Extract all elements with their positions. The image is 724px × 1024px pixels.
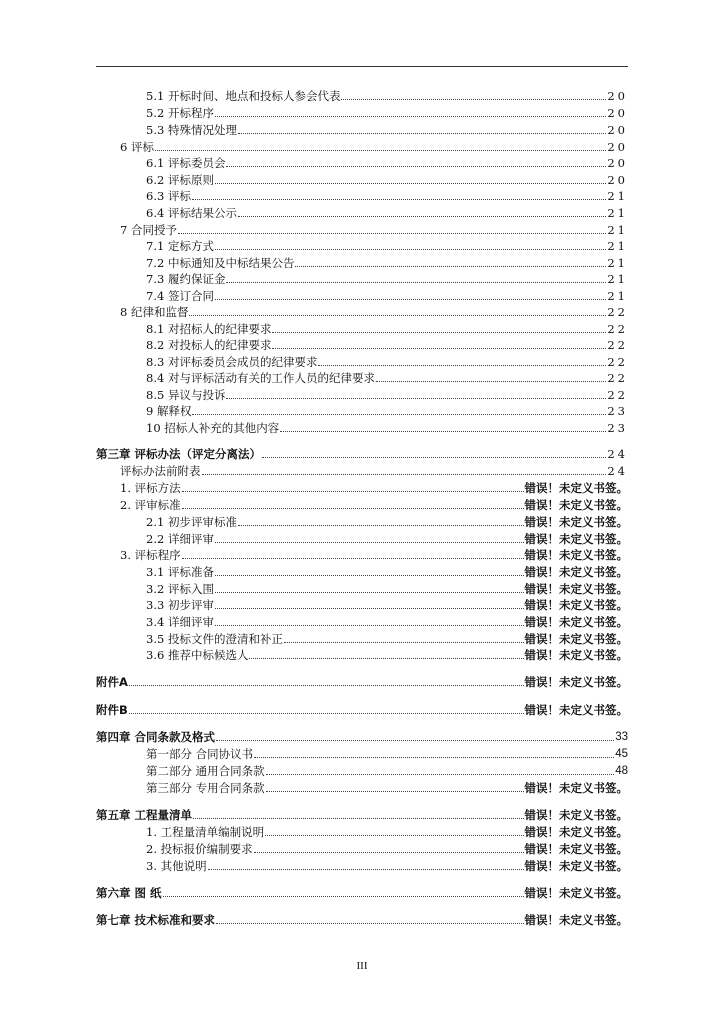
toc-entry-title: 3. 评标程序 xyxy=(120,548,181,562)
toc-entry-page: 22 xyxy=(607,388,628,402)
toc-entry-title: 5.1 开标时间、地点和投标人参会代表 xyxy=(146,89,341,103)
toc-entry-title: 10 招标人补充的其他内容 xyxy=(146,421,280,435)
toc-entry-title: 8.2 对投标人的纪律要求 xyxy=(146,338,272,352)
toc-leader-dots xyxy=(155,150,606,151)
toc-entry-page: 20 xyxy=(607,140,628,154)
toc-leader-dots xyxy=(238,216,606,217)
toc-leader-dots xyxy=(202,474,607,475)
toc-entry-page: 21 xyxy=(607,223,628,237)
toc-entry-title: 8.5 异议与投诉 xyxy=(146,388,226,402)
toc-leader-dots xyxy=(265,835,523,836)
toc-entry-page: 20 xyxy=(607,89,628,103)
toc-entry-title: 6.4 评标结果公示 xyxy=(146,206,237,220)
toc-entry[interactable] xyxy=(146,187,628,203)
toc-entry-page: 23 xyxy=(607,404,628,418)
toc-entry[interactable] xyxy=(96,701,628,717)
toc-leader-dots xyxy=(216,923,523,924)
toc-entry[interactable] xyxy=(96,884,628,900)
toc-leader-dots xyxy=(272,332,606,333)
toc-entry-title: 6.3 评标 xyxy=(146,189,191,203)
toc-leader-dots xyxy=(192,414,606,415)
toc-leader-dots xyxy=(129,713,524,714)
toc-entry-page: 24 xyxy=(607,447,628,461)
toc-entry-title: 1. 评标方法 xyxy=(120,481,181,495)
toc-entry-error: 错误！未定义书签。 xyxy=(524,515,628,529)
toc-entry[interactable] xyxy=(146,287,628,303)
toc-entry-title: 7.2 中标通知及中标结果公告 xyxy=(146,256,295,270)
toc-entry-error: 错误！未定义书签。 xyxy=(524,565,628,579)
toc-leader-dots xyxy=(215,299,606,300)
toc-entry[interactable] xyxy=(146,779,628,795)
toc-entry[interactable] xyxy=(146,530,628,546)
toc-entry-title: 第五章 工程量清单 xyxy=(96,808,193,822)
toc-entry-title: 第二部分 通用合同条款 xyxy=(146,764,265,778)
toc-entry[interactable] xyxy=(120,221,628,237)
toc-entry-title: 第七章 技术标准和要求 xyxy=(96,913,216,927)
toc-entry-error: 错误！未定义书签。 xyxy=(524,548,628,562)
toc-entry-error: 错误！未定义书签。 xyxy=(524,886,628,900)
toc-leader-dots xyxy=(216,740,614,741)
toc-leader-dots xyxy=(341,99,606,100)
toc-entry-page: 20 xyxy=(607,156,628,170)
toc-entry[interactable] xyxy=(146,402,628,418)
toc-leader-dots xyxy=(215,249,606,250)
toc-entry[interactable] xyxy=(146,104,628,120)
toc-entry-error: 错误！未定义书签。 xyxy=(524,781,628,795)
toc-leader-dots xyxy=(208,869,524,870)
toc-entry-page: 48 xyxy=(615,765,628,777)
toc-entry[interactable] xyxy=(146,419,628,435)
toc-entry[interactable] xyxy=(146,513,628,529)
toc-entry-title: 2.1 初步评审标准 xyxy=(146,515,237,529)
toc-entry-page: 21 xyxy=(607,239,628,253)
toc-leader-dots xyxy=(182,491,524,492)
toc-entry[interactable] xyxy=(146,580,628,596)
toc-leader-dots xyxy=(266,791,524,792)
toc-entry-error: 错误！未定义书签。 xyxy=(524,582,628,596)
toc-leader-dots xyxy=(215,592,524,593)
toc-entry-page: 22 xyxy=(607,355,628,369)
toc-leader-dots xyxy=(376,381,606,382)
toc-entry[interactable] xyxy=(96,911,628,927)
toc-leader-dots xyxy=(272,348,606,349)
toc-entry-page: 24 xyxy=(607,464,628,478)
toc-entry-error: 错误！未定义书签。 xyxy=(524,913,628,927)
toc-entry-title: 附件B xyxy=(96,703,128,717)
toc-entry[interactable] xyxy=(146,857,628,873)
toc-entry-title: 第四章 合同条款及格式 xyxy=(96,730,216,744)
toc-leader-dots xyxy=(318,365,606,366)
toc-entry-page: 21 xyxy=(607,189,628,203)
toc-leader-dots xyxy=(178,233,606,234)
toc-entry-error: 错误！未定义书签。 xyxy=(524,648,628,662)
toc-entry-title: 6 评标 xyxy=(120,140,154,154)
toc-entry-error: 错误！未定义书签。 xyxy=(524,675,628,689)
toc-entry[interactable] xyxy=(146,613,628,629)
toc-entry-page: 21 xyxy=(607,206,628,220)
toc-entry[interactable] xyxy=(96,445,628,461)
toc-entry[interactable] xyxy=(96,673,628,689)
toc-entry-error: 错误！未定义书签。 xyxy=(524,532,628,546)
toc-entry[interactable] xyxy=(120,496,628,512)
toc-leader-dots xyxy=(238,525,524,526)
toc-leader-dots xyxy=(254,852,524,853)
toc-entry[interactable] xyxy=(120,303,628,319)
toc-leader-dots xyxy=(215,625,524,626)
toc-entry[interactable] xyxy=(146,762,628,778)
toc-entry-title: 第六章 图 纸 xyxy=(96,886,162,900)
toc-leader-dots xyxy=(284,642,524,643)
page-number: III xyxy=(356,960,368,972)
toc-entry[interactable] xyxy=(146,336,628,352)
toc-entry[interactable] xyxy=(146,369,628,385)
toc-entry-page: 45 xyxy=(615,748,628,760)
toc-entry-title: 3.3 初步评审 xyxy=(146,598,214,612)
toc-leader-dots xyxy=(215,608,524,609)
toc-leader-dots xyxy=(238,133,606,134)
toc-entry[interactable] xyxy=(120,546,628,562)
toc-entry-error: 错误！未定义书签。 xyxy=(524,808,628,822)
toc-entry[interactable] xyxy=(146,121,628,137)
toc-entry-page: 20 xyxy=(607,173,628,187)
toc-entry-error: 错误！未定义书签。 xyxy=(524,598,628,612)
toc-entry-title: 6.1 评标委员会 xyxy=(146,156,226,170)
toc-entry-error: 错误！未定义书签。 xyxy=(524,703,628,717)
toc-leader-dots xyxy=(129,685,524,686)
toc-entry-title: 5.3 特殊情况处理 xyxy=(146,123,237,137)
toc-leader-dots xyxy=(266,774,615,775)
toc-entry-title: 2.2 详细评审 xyxy=(146,532,214,546)
toc-entry-title: 3. 其他说明 xyxy=(146,859,207,873)
toc-entry[interactable] xyxy=(146,237,628,253)
toc-leader-dots xyxy=(215,575,524,576)
toc-entry-title: 8.1 对招标人的纪律要求 xyxy=(146,322,272,336)
toc-entry[interactable] xyxy=(146,353,628,369)
toc-leader-dots xyxy=(262,457,606,458)
toc-entry-title: 7.3 履约保证金 xyxy=(146,272,226,286)
toc-entry[interactable] xyxy=(146,204,628,220)
toc-leader-dots xyxy=(182,508,524,509)
toc-entry[interactable] xyxy=(146,254,628,270)
toc-leader-dots xyxy=(295,266,606,267)
toc-entry-title: 7.4 签订合同 xyxy=(146,289,214,303)
toc-leader-dots xyxy=(226,166,606,167)
toc-entry-title: 2. 评审标准 xyxy=(120,498,181,512)
toc-entry-error: 错误！未定义书签。 xyxy=(524,481,628,495)
toc-leader-dots xyxy=(215,183,606,184)
toc-entry-title: 评标办法前附表 xyxy=(120,464,201,478)
toc-leader-dots xyxy=(193,818,523,819)
toc-entry[interactable] xyxy=(146,630,628,646)
toc-entry[interactable] xyxy=(146,563,628,579)
toc-entry-error: 错误！未定义书签。 xyxy=(524,498,628,512)
header-rule xyxy=(96,66,628,67)
toc-leader-dots xyxy=(280,431,606,432)
toc-entry[interactable] xyxy=(146,171,628,187)
toc-entry-title: 8 纪律和监督 xyxy=(120,305,189,319)
toc-entry[interactable] xyxy=(146,320,628,336)
toc-entry-error: 错误！未定义书签。 xyxy=(524,825,628,839)
toc-leader-dots xyxy=(189,315,606,316)
toc-entry-error: 错误！未定义书签。 xyxy=(524,615,628,629)
toc-entry-title: 附件A xyxy=(96,675,128,689)
toc-entry-title: 3.5 投标文件的澄清和补正 xyxy=(146,632,283,646)
toc-leader-dots xyxy=(226,282,606,283)
toc-entry[interactable] xyxy=(146,596,628,612)
toc-entry-title: 8.3 对评标委员会成员的纪律要求 xyxy=(146,355,318,369)
toc-entry-title: 第三部分 专用合同条款 xyxy=(146,781,265,795)
toc-entry-title: 7 合同授予 xyxy=(120,223,177,237)
toc-entry-page: 21 xyxy=(607,289,628,303)
toc-entry-page: 21 xyxy=(607,256,628,270)
toc-leader-dots xyxy=(192,199,606,200)
toc-entry[interactable] xyxy=(120,479,628,495)
toc-leader-dots xyxy=(163,896,524,897)
toc-entry-title: 2. 投标报价编制要求 xyxy=(146,842,253,856)
toc-entry-page: 22 xyxy=(607,338,628,352)
toc-entry[interactable] xyxy=(146,87,628,103)
toc-entry[interactable] xyxy=(146,745,628,761)
toc-leader-dots xyxy=(182,558,524,559)
toc-entry-error: 错误！未定义书签。 xyxy=(524,632,628,646)
toc-entry-title: 5.2 开标程序 xyxy=(146,106,214,120)
toc-entry-title: 3.6 推荐中标候选人 xyxy=(146,648,249,662)
toc-entry-error: 错误！未定义书签。 xyxy=(524,842,628,856)
toc-entry-page: 33 xyxy=(615,731,628,743)
toc-entry[interactable] xyxy=(146,646,628,662)
toc-entry-page: 23 xyxy=(607,421,628,435)
toc-entry-page: 22 xyxy=(607,322,628,336)
toc-entry-title: 6.2 评标原则 xyxy=(146,173,214,187)
toc-leader-dots xyxy=(226,398,606,399)
toc-entry-title: 8.4 对与评标活动有关的工作人员的纪律要求 xyxy=(146,371,375,385)
toc-entry[interactable] xyxy=(96,728,628,744)
toc-entry[interactable] xyxy=(146,386,628,402)
toc-entry[interactable] xyxy=(146,154,628,170)
toc-entry[interactable] xyxy=(120,138,628,154)
toc-entry-title: 3.4 详细评审 xyxy=(146,615,214,629)
toc-entry-title: 3.1 评标准备 xyxy=(146,565,214,579)
toc-entry-title: 7.1 定标方式 xyxy=(146,239,214,253)
toc-entry-error: 错误！未定义书签。 xyxy=(524,859,628,873)
toc-entry-page: 20 xyxy=(607,123,628,137)
toc-entry-page: 20 xyxy=(607,106,628,120)
toc-entry[interactable] xyxy=(146,270,628,286)
toc-entry-title: 9 解释权 xyxy=(146,404,192,418)
toc-entry-page: 22 xyxy=(607,305,628,319)
toc-leader-dots xyxy=(215,116,606,117)
toc-entry-title: 1. 工程量清单编制说明 xyxy=(146,825,265,839)
toc-entry[interactable] xyxy=(146,823,628,839)
toc-entry-page: 22 xyxy=(607,371,628,385)
toc-leader-dots xyxy=(254,757,614,758)
toc-entry[interactable] xyxy=(146,840,628,856)
toc-entry-title: 第一部分 合同协议书 xyxy=(146,747,254,761)
toc-entry[interactable] xyxy=(96,806,628,822)
toc-leader-dots xyxy=(215,542,524,543)
toc-entry-title: 3.2 评标入围 xyxy=(146,582,214,596)
toc-entry-page: 21 xyxy=(607,272,628,286)
toc-entry[interactable] xyxy=(120,462,628,478)
toc-entry-title: 第三章 评标办法（评定分离法） xyxy=(96,447,262,461)
toc-leader-dots xyxy=(249,658,523,659)
